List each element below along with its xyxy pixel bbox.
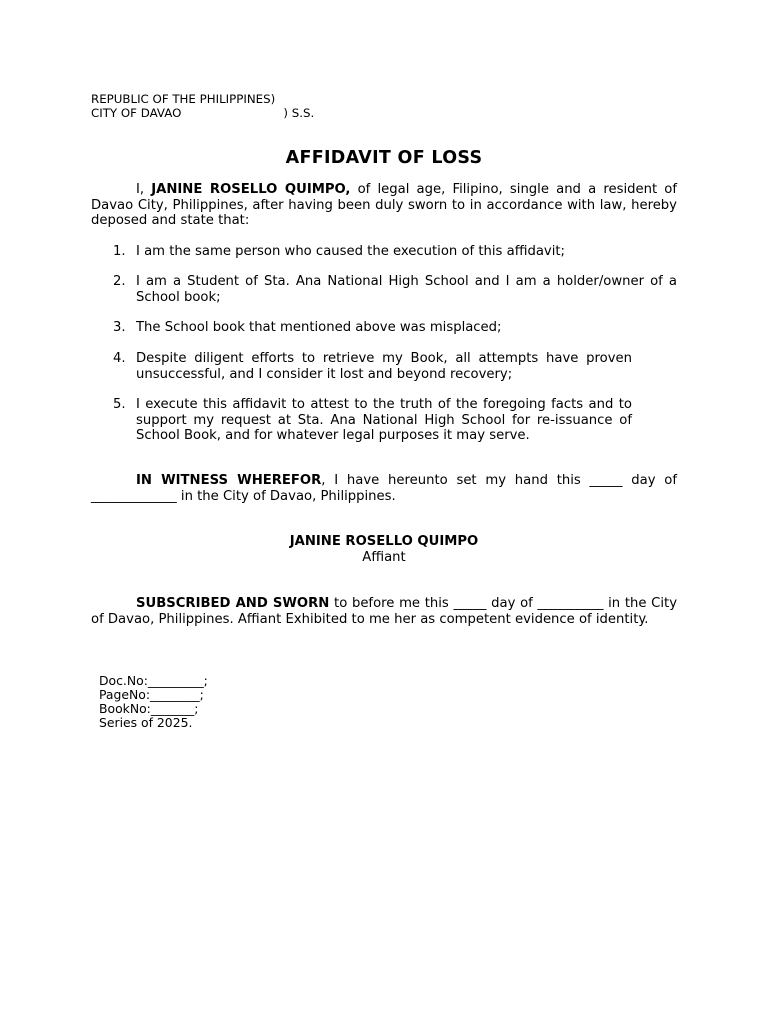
item-number: 5. [113,397,126,412]
venue-republic: REPUBLIC OF THE PHILIPPINES) [91,92,276,106]
affiant-name-inline: JANINE ROSELLO QUIMPO, [151,182,351,197]
series-year: Series of 2025. [99,715,193,730]
venue-ss: ) S.S. [283,106,315,120]
witness-paragraph [91,473,677,504]
jurat-paragraph [91,596,677,627]
venue-block [91,92,314,120]
witness-text: , I have hereunto set my hand this _____ day of _____________ in the City of Davao, Philippines. [91,473,677,504]
item-text: I am the same person who caused the execution of this affidavit; [136,244,565,259]
intro-paragraph [91,182,677,229]
doc-number: Doc.No:_________; [99,673,208,688]
venue-city-row [91,106,314,120]
intro-prefix: I, [136,182,152,197]
affiant-label: Affiant [362,550,406,565]
venue-city: CITY OF DAVAO [91,106,182,120]
list-item [91,351,632,382]
item-text: I execute this affidavit to attest to the truth of the foregoing facts and to support my request at Sta. Ana National High School for re-issuance of School Book, and for whatever legal purposes it may serve. [136,397,632,443]
list-item [91,397,632,444]
list-item [91,274,677,305]
intro-text: of legal age, Filipino, single and a resident of Davao City, Philippines, after having been duly sworn to in accordance with law, hereby deposed and state that: [91,182,678,228]
jurat-heading: SUBSCRIBED AND SWORN [136,596,330,611]
list-item [91,320,677,336]
affiant-name: JANINE ROSELLO QUIMPO [289,534,479,549]
page-number: PageNo:________; [99,687,204,702]
affiant-signature-block [0,534,768,566]
item-text: I am a Student of Sta. Ana National High School and I am a holder/owner of a School book; [136,274,677,305]
item-number: 1. [113,244,126,259]
item-text: Despite diligent efforts to retrieve my Book, all attempts have proven unsuccessful, and I consider it lost and beyond recovery; [136,351,632,382]
document-title: AFFIDAVIT OF LOSS [285,148,483,168]
witness-heading: IN WITNESS WHEREFOR [136,473,322,488]
book-number: BookNo:_______; [99,701,199,716]
item-number: 4. [113,351,126,366]
list-item [91,244,677,260]
jurat-text: to before me this _____ day of __________ in the City of Davao, Philippines. Affiant Exhibited to me her as competent evidence of identity. [91,596,678,627]
item-number: 3. [113,320,126,335]
item-number: 2. [113,274,126,289]
item-text: The School book that mentioned above was misplaced; [136,320,502,335]
notary-register-block [99,674,208,730]
